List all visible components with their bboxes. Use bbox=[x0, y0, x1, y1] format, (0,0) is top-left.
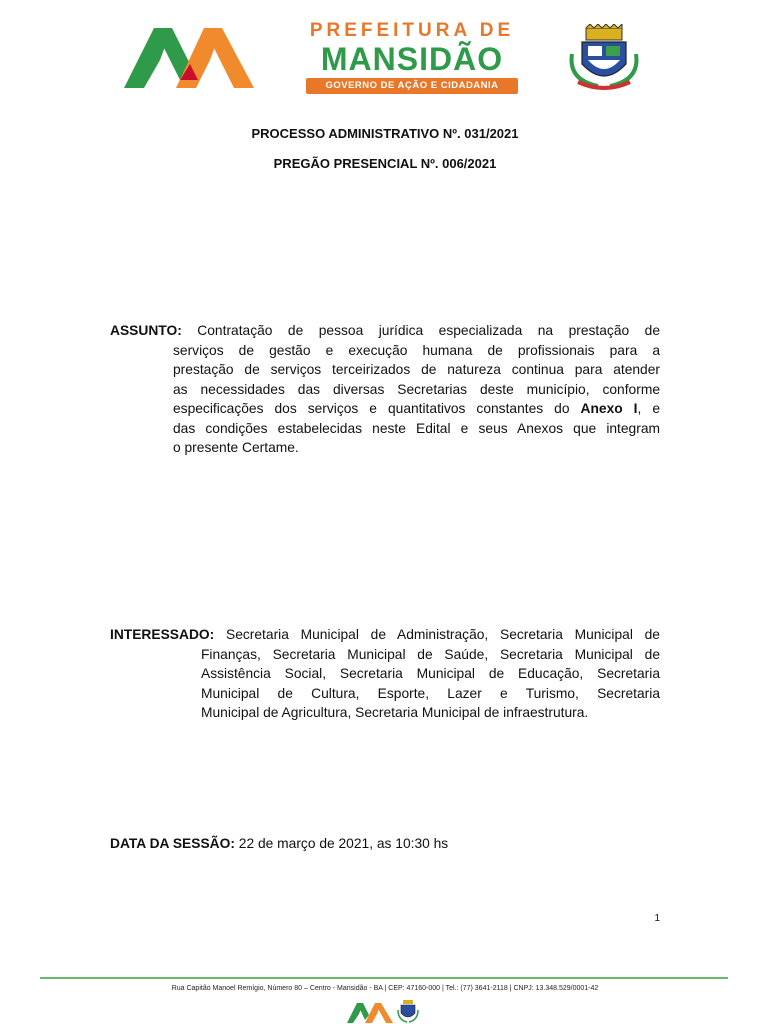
interessado-label: INTERESSADO: bbox=[110, 627, 215, 642]
assunto-line-5: especificações dos serviços e quantitativos constantes do Anexo I, e bbox=[173, 401, 660, 416]
assunto-label: ASSUNTO: bbox=[110, 323, 182, 338]
brand-line-prefeitura: PREFEITURA DE bbox=[309, 20, 515, 41]
footer-logo-icon bbox=[345, 1000, 397, 1024]
footer-crest-icon bbox=[397, 999, 419, 1023]
assunto-line-7: o presente Certame. bbox=[173, 440, 299, 455]
pregao-title: PREGÃO PRESENCIAL Nº. 006/2021 bbox=[273, 156, 497, 171]
interessado-section bbox=[110, 625, 660, 723]
brand-slogan: GOVERNO DE AÇÃO E CIDADANIA bbox=[306, 78, 518, 94]
assunto-section bbox=[110, 321, 660, 458]
interessado-line-1: INTERESSADO: Secretaria Municipal de Administração, Secretaria Municipal de bbox=[110, 627, 660, 642]
mansidao-logo-icon bbox=[120, 20, 258, 92]
brand-line-mansidao: MANSIDÃO bbox=[320, 41, 504, 77]
interessado-line-3: Assistência Social, Secretaria Municipal de Educação, Secretaria bbox=[201, 666, 660, 681]
process-title: PROCESSO ADMINISTRATIVO Nº. 031/2021 bbox=[251, 126, 519, 141]
assunto-line-2: serviços de gestão e execução humana de profissionais para a bbox=[173, 342, 660, 358]
session-date-value: 22 de março de 2021, as 10:30 hs bbox=[238, 836, 449, 851]
footer-address: Rua Capitão Manoel Remígio, Número 80 – Centro - Mansidão - BA | CEP: 47160-000 | Tel.: (77) 3641-2118 | CNPJ: 13.348.529/0001-42 bbox=[171, 985, 599, 992]
page-number: 1 bbox=[654, 913, 660, 924]
brand-wordmark bbox=[303, 20, 521, 92]
assunto-line-1: ASSUNTO: Contratação de pessoa jurídica especializada na prestação de bbox=[110, 323, 660, 338]
session-date bbox=[110, 836, 660, 851]
interessado-line-2: Finanças, Secretaria Municipal de Saúde, Secretaria Municipal de bbox=[201, 646, 660, 662]
anexo-reference: Anexo I bbox=[580, 401, 638, 416]
interessado-line-5: Municipal de Agricultura, Secretaria Municipal de infraestrutura. bbox=[201, 705, 589, 720]
interessado-line-4: Municipal de Cultura, Esporte, Lazer e Turismo, Secretaria bbox=[201, 685, 660, 701]
assunto-line-4: as necessidades das diversas Secretarias deste município, conforme bbox=[173, 381, 660, 397]
session-date-label: DATA DA SESSÃO: bbox=[110, 836, 235, 851]
assunto-line-6: das condições estabelecidas neste Edital e seus Anexos que integram bbox=[173, 420, 660, 436]
assunto-line-3: prestação de serviços terceirizados de natureza continua para atender bbox=[173, 362, 660, 377]
footer-divider bbox=[40, 977, 728, 979]
municipal-crest-icon bbox=[568, 24, 640, 90]
